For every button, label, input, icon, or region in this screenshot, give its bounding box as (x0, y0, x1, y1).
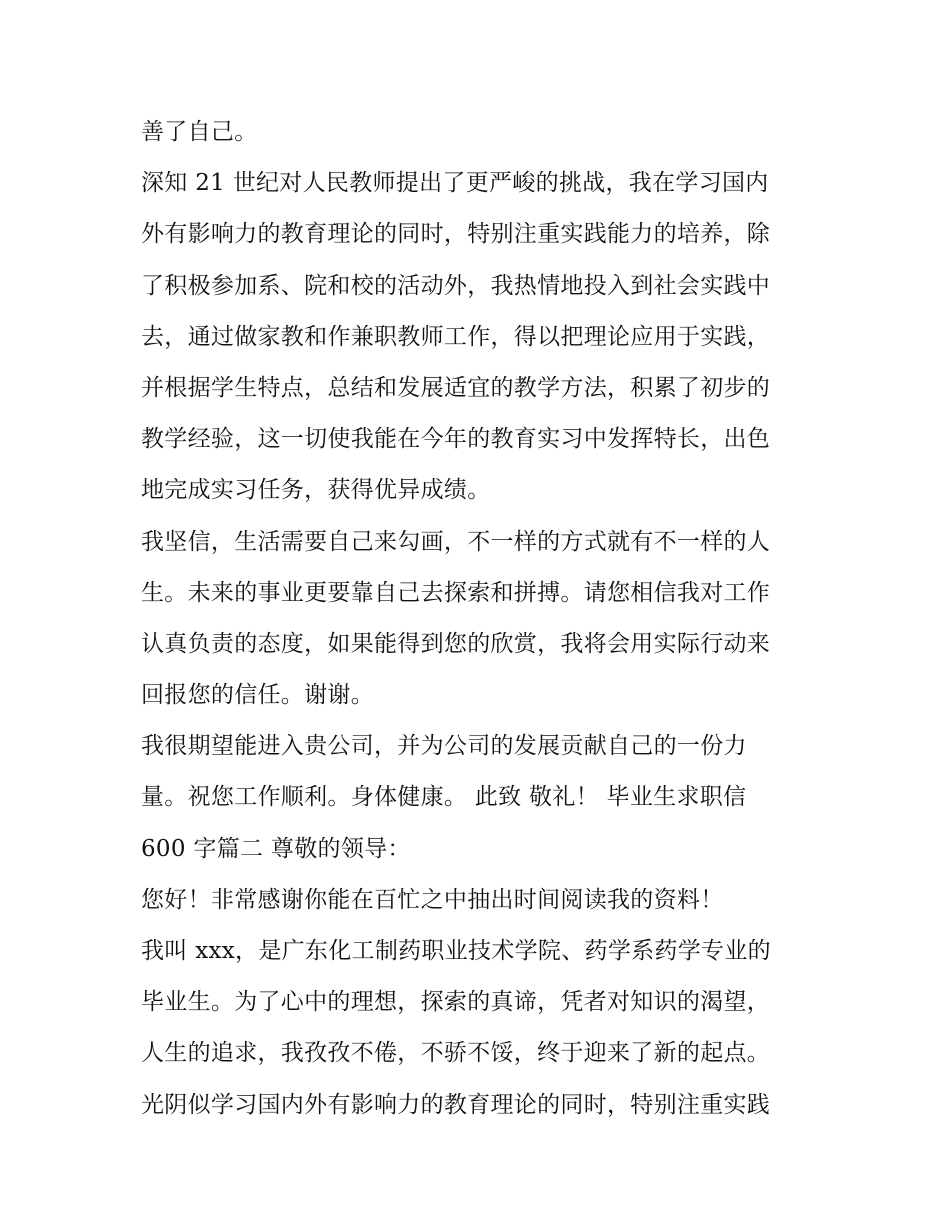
text-line: 教学经验，这一切使我能在今年的教育实习中发挥特长，出色 (141, 426, 771, 453)
text-line: 善了自己。 (141, 119, 258, 145)
text-line: 认真负责的态度，如果能得到您的欣赏，我将会用实际行动来 (141, 630, 771, 657)
text-line: 毕业生。为了心中的理想，探索的真谛，凭者对知识的渴望， (141, 989, 771, 1016)
text-line: 外有影响力的教育理论的同时，特别注重实践能力的培养，除 (141, 221, 771, 248)
text-line: 生。未来的事业更要靠自己去探索和拼搏。请您相信我对工作 (141, 579, 771, 606)
body-text (141, 107, 821, 1131)
text-line: 地完成实习任务，获得优异成绩。 (141, 477, 491, 504)
text-line: 量。祝您工作顺利。身体健康。 此致 敬礼！ 毕业生求职信 (141, 784, 747, 811)
text-line: 回报您的信任。谢谢。 (141, 682, 374, 709)
text-line: 去，通过做家教和作兼职教师工作，得以把理论应用于实践， (141, 323, 771, 350)
text-line: 我坚信，生活需要自己来勾画，不一样的方式就有不一样的人 (141, 528, 771, 555)
text-line: 我很期望能进入贵公司，并为公司的发展贡献自己的一份力 (141, 733, 747, 760)
text-line: 您好！非常感谢你能在百忙之中抽出时间阅读我的资料！ (141, 886, 724, 913)
text-line: 我叫 xxx，是广东化工制药职业技术学院、药学系药学专业的 (141, 938, 771, 964)
text-line: 人生的追求，我孜孜不倦，不骄不馁，终于迎来了新的起点。 (141, 1040, 771, 1067)
text-line: 并根据学生特点，总结和发展适宜的教学方法，积累了初步的 (141, 374, 771, 401)
text-line: 深知 21 世纪对人民教师提出了更严峻的挑战，我在学习国内 (141, 170, 769, 197)
text-line: 光阴似学习国内外有影响力的教育理论的同时，特别注重实践 (141, 1091, 771, 1118)
text-line: 600 字篇二 尊敬的领导： (141, 835, 411, 862)
text-line: 了积极参加系、院和校的活动外，我热情地投入到社会实践中 (141, 272, 771, 299)
